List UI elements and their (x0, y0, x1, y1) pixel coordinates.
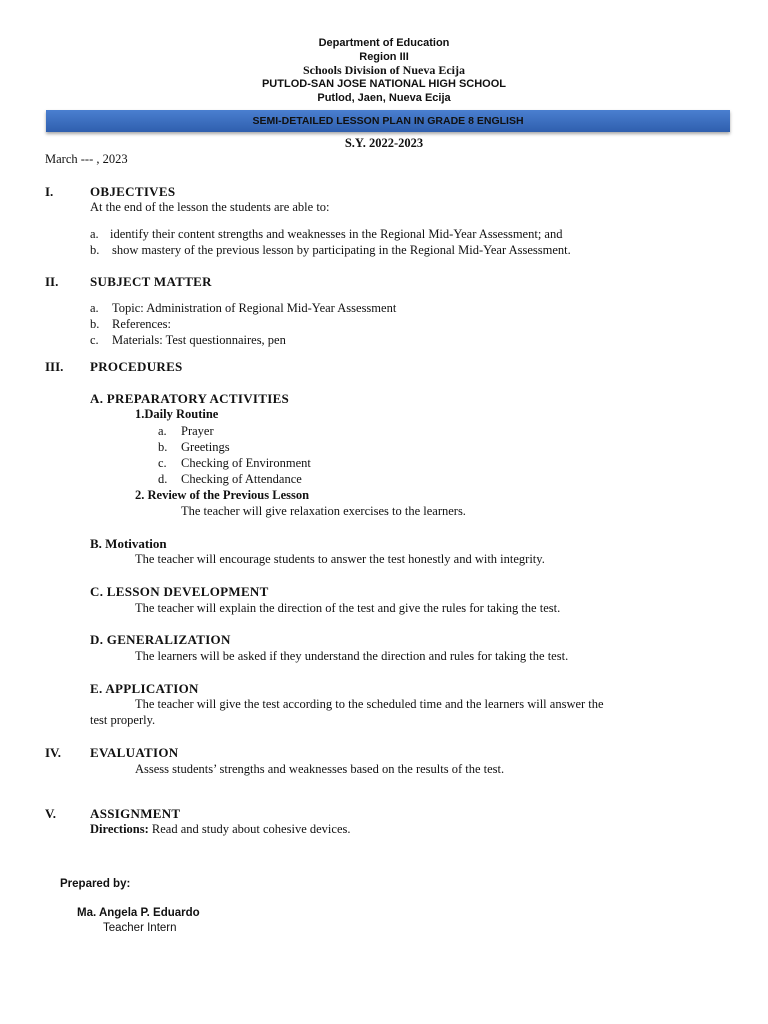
generalization-text: The learners will be asked if they understand the direction and rules for taking the test. (135, 649, 569, 663)
assignment-title: ASSIGNMENT (90, 806, 181, 821)
item-text: References: (112, 317, 171, 331)
routine-item (158, 424, 214, 439)
banner-title: SEMI-DETAILED LESSON PLAN IN GRADE 8 ENGLISH (252, 115, 524, 127)
preparer-name: Ma. Angela P. Eduardo (77, 907, 200, 919)
directions-text: Read and study about cohesive devices. (148, 822, 351, 836)
application-title: E. APPLICATION (90, 681, 199, 696)
item-text: Materials: Test questionnaires, pen (112, 333, 286, 347)
review-text: The teacher will give relaxation exercises to the learners. (181, 504, 466, 518)
item-letter: c. (90, 333, 99, 347)
review-title: 2. Review of the Previous Lesson (135, 488, 310, 502)
prepared-by-label: Prepared by: (60, 878, 131, 890)
evaluation-title: EVALUATION (90, 745, 179, 760)
preparatory-activities-title: A. PREPARATORY ACTIVITIES (90, 391, 290, 406)
objectives-number: I. (45, 184, 54, 199)
application-text-line1: The teacher will give the test according to the scheduled time and the learners will answer the (135, 697, 604, 711)
item-letter: a. (158, 424, 167, 438)
item-text: show mastery of the previous lesson by participating in the Regional Mid-Year Assessment. (112, 243, 571, 257)
routine-item (158, 440, 230, 455)
routine-item (158, 456, 311, 471)
assignment-directions (90, 822, 350, 837)
procedures-number: III. (45, 359, 64, 374)
item-letter: d. (158, 472, 168, 486)
item-text: identify their content strengths and weaknesses in the Regional Mid-Year Assessment; and (110, 227, 563, 241)
item-text: Checking of Environment (181, 456, 311, 470)
header-region: Region III (359, 51, 409, 63)
item-letter: b. (90, 243, 100, 257)
objectives-title: OBJECTIVES (90, 184, 176, 199)
item-letter: b. (90, 317, 100, 331)
evaluation-text: Assess students’ strengths and weaknesses based on the results of the test. (135, 762, 505, 776)
subject-item (90, 301, 396, 316)
subject-matter-title: SUBJECT MATTER (90, 274, 212, 289)
generalization-title: D. GENERALIZATION (90, 632, 231, 647)
item-text: Prayer (181, 424, 214, 438)
assignment-number: V. (45, 806, 56, 821)
header-address: Putlod, Jaen, Nueva Ecija (317, 92, 451, 104)
evaluation-number: IV. (45, 745, 62, 760)
routine-item (158, 472, 302, 487)
lesson-plan-banner (46, 110, 730, 132)
motivation-title: B. Motivation (90, 536, 167, 551)
objective-item (90, 227, 562, 242)
subject-item (90, 317, 171, 332)
item-letter: a. (90, 227, 99, 241)
header-department: Department of Education (318, 37, 450, 49)
item-text: Topic: Administration of Regional Mid-Year Assessment (112, 301, 397, 315)
objectives-intro: At the end of the lesson the students are able to: (90, 200, 330, 214)
daily-routine-title: 1.Daily Routine (135, 407, 219, 421)
subject-item (90, 333, 286, 348)
item-letter: a. (90, 301, 99, 315)
item-text: Greetings (181, 440, 230, 454)
item-letter: c. (158, 456, 167, 470)
application-text-line2: test properly. (90, 713, 156, 727)
lesson-development-text: The teacher will explain the direction of the test and give the rules for taking the test. (135, 601, 561, 615)
lesson-date: March --- , 2023 (45, 152, 128, 166)
school-year: S.Y. 2022-2023 (344, 136, 424, 150)
objective-item (90, 243, 571, 258)
lesson-development-title: C. LESSON DEVELOPMENT (90, 584, 269, 599)
motivation-text: The teacher will encourage students to answer the test honestly and with integrity. (135, 552, 545, 566)
directions-label: Directions: (90, 822, 149, 836)
procedures-title: PROCEDURES (90, 359, 183, 374)
subject-matter-number: II. (45, 274, 59, 289)
header-school: PUTLOD-SAN JOSE NATIONAL HIGH SCHOOL (261, 78, 507, 90)
header-division: Schools Division of Nueva Ecija (302, 63, 465, 77)
preparer-role: Teacher Intern (103, 922, 177, 934)
item-text: Checking of Attendance (181, 472, 302, 486)
item-letter: b. (158, 440, 168, 454)
